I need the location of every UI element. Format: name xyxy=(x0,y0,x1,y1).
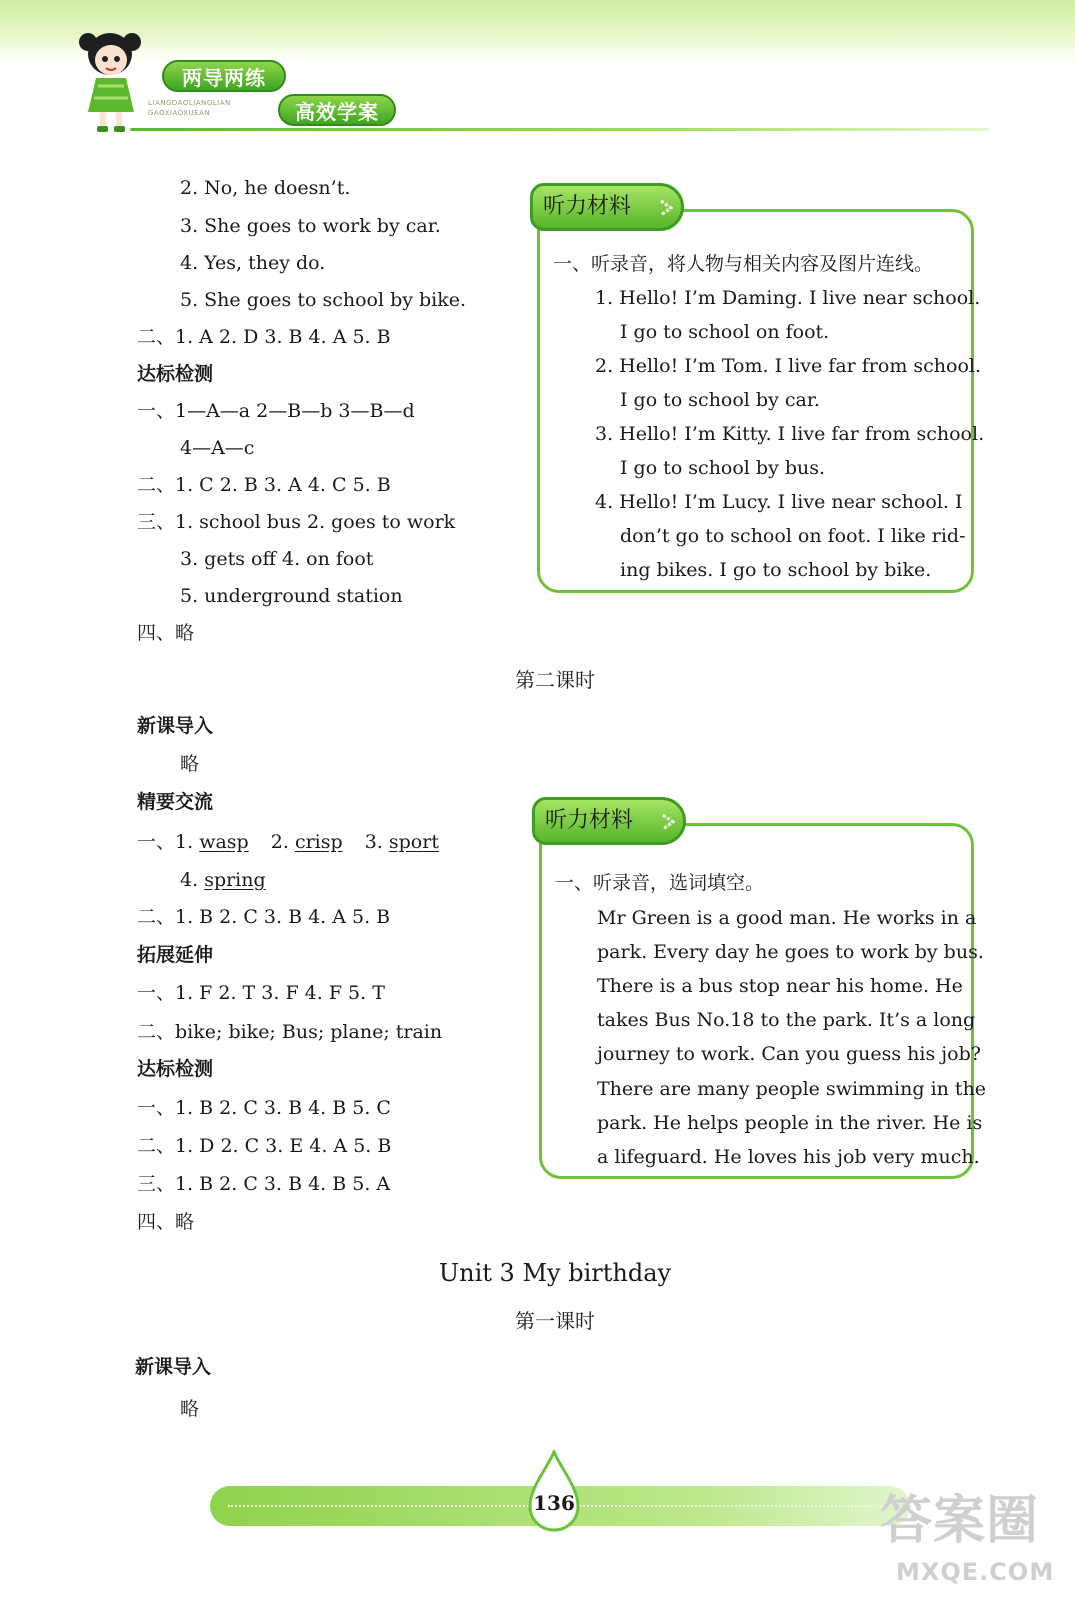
answer-line: 三、1. school bus 2. goes to work xyxy=(137,511,456,533)
watermark-url: MXQE.COM xyxy=(896,1558,1055,1586)
box-instruction: 一、听录音，选词填空。 xyxy=(555,872,765,894)
box-line: park. Every day he goes to work by bus. xyxy=(597,941,984,963)
arrow-right-icon xyxy=(661,813,675,831)
box-line: Mr Green is a good man. He works in a xyxy=(597,907,977,929)
answer-line: 四、略 xyxy=(137,622,195,644)
box-line: I go to school by car. xyxy=(620,389,820,411)
arrow-right-icon xyxy=(659,199,673,217)
box-line: ing bikes. I go to school by bike. xyxy=(620,559,932,581)
mascot-girl-icon xyxy=(78,28,148,136)
section-heading: 拓展延伸 xyxy=(137,944,214,966)
word-answer: spring xyxy=(204,869,266,891)
section-heading: 精要交流 xyxy=(137,791,214,813)
box-line: I go to school by bus. xyxy=(620,457,826,479)
box-line: journey to work. Can you guess his job? xyxy=(597,1043,981,1065)
box-line: There is a bus stop near his home. He xyxy=(597,975,963,997)
item-number: 3. xyxy=(364,831,383,853)
answer-line: 4. Yes, they do. xyxy=(180,252,326,274)
lesson-1-title: 第一课时 xyxy=(515,1309,595,1333)
unit-title: Unit 3 My birthday xyxy=(438,1259,672,1287)
section-heading: 达标检测 xyxy=(137,363,214,385)
box-line: There are many people swimming in the xyxy=(597,1078,987,1100)
answer-line: 二、1. C 2. B 3. A 4. C 5. B xyxy=(137,474,391,496)
section-heading: 达标检测 xyxy=(137,1058,214,1080)
answer-line: 3. She goes to work by car. xyxy=(180,215,441,237)
box-line: don’t go to school on foot. I like rid- xyxy=(620,525,966,547)
box-line: park. He helps people in the river. He is xyxy=(597,1112,983,1134)
lesson-2-title: 第二课时 xyxy=(515,668,595,692)
page-number: 136 xyxy=(533,1491,575,1515)
answer-line: 一、1. F 2. T 3. F 4. F 5. T xyxy=(137,982,385,1004)
watermark-text: 答案圈 xyxy=(880,1491,1040,1551)
answer-line xyxy=(180,867,266,893)
box-line: 3. Hello! I’m Kitty. I live far from school. xyxy=(595,423,985,445)
listening-material-tab-2 xyxy=(532,797,686,845)
header-band xyxy=(0,0,1075,62)
box-line: 1. Hello! I’m Daming. I live near school. xyxy=(595,287,981,309)
word-answer: crisp xyxy=(294,831,343,853)
tab-line xyxy=(680,209,950,212)
answer-line: 二、bike; bike; Bus; plane; train xyxy=(137,1021,443,1043)
word-answer: sport xyxy=(388,831,439,853)
brand-pinyin-top: LIANGDAOLIANGLIAN xyxy=(148,99,231,107)
item-prefix: 一、1. xyxy=(137,831,194,853)
listening-material-tab-1 xyxy=(530,183,684,231)
box-line: 2. Hello! I’m Tom. I live far from school. xyxy=(595,355,982,377)
answer-line: 略 xyxy=(180,753,200,775)
item-number: 2. xyxy=(270,831,289,853)
answer-line: 5. underground station xyxy=(180,585,403,607)
box-line: a lifeguard. He loves his job very much. xyxy=(597,1146,980,1168)
answer-line: 三、1. B 2. C 3. B 4. B 5. A xyxy=(137,1173,391,1195)
box-line: takes Bus No.18 to the park. It’s a long xyxy=(597,1009,976,1031)
answer-line: 一、1. B 2. C 3. B 4. B 5. C xyxy=(137,1097,391,1119)
item-number: 4. xyxy=(180,869,199,891)
answer-line: 3. gets off 4. on foot xyxy=(180,548,374,570)
answer-line: 二、1. A 2. D 3. B 4. A 5. B xyxy=(137,326,391,348)
word-answer: wasp xyxy=(199,831,249,853)
tab-label: 听力材料 xyxy=(545,808,634,833)
answer-line xyxy=(137,829,439,855)
watermark xyxy=(880,1478,1055,1596)
box-line: I go to school on foot. xyxy=(620,321,830,343)
section-heading: 新课导入 xyxy=(135,1356,212,1378)
box-line: 4. Hello! I’m Lucy. I live near school. I xyxy=(595,491,963,513)
section-heading: 新课导入 xyxy=(137,715,214,737)
answer-line: 5. She goes to school by bike. xyxy=(180,289,467,311)
brand-title-top: 两导两练 xyxy=(162,60,286,92)
box-instruction: 一、听录音，将人物与相关内容及图片连线。 xyxy=(553,253,934,275)
header-rule xyxy=(130,128,990,131)
brand-title-bottom: 高效学案 xyxy=(278,94,396,126)
answer-line: 略 xyxy=(180,1398,200,1420)
tab-line xyxy=(682,823,950,826)
brand-pinyin xyxy=(148,98,273,118)
answer-line: 四、略 xyxy=(137,1211,195,1233)
answer-line: 二、1. D 2. C 3. E 4. A 5. B xyxy=(137,1135,392,1157)
brand-pinyin-bottom: GAOXIAOXUEAN xyxy=(148,109,211,117)
answer-line: 一、1—A—a 2—B—b 3—B—d xyxy=(137,400,415,422)
tab-label: 听力材料 xyxy=(543,194,632,219)
answer-line: 2. No, he doesn’t. xyxy=(180,177,351,199)
answer-line: 4—A—c xyxy=(180,437,255,459)
answer-line: 二、1. B 2. C 3. B 4. A 5. B xyxy=(137,906,391,928)
